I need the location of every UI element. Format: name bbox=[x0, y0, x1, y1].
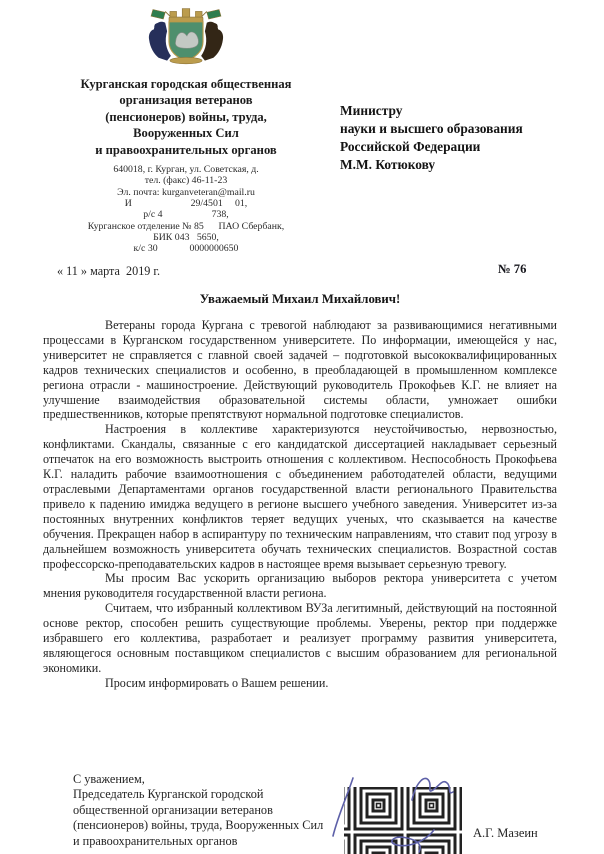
body-paragraph: Мы просим Вас ускорить организацию выборов ректора университета с учетом мнения руководителя государственной власти региона. bbox=[43, 571, 557, 601]
recipient-line: Министру bbox=[340, 103, 403, 118]
email-line: Эл. почта: kurganveteran@mail.ru bbox=[117, 186, 255, 198]
recipient-block bbox=[340, 102, 523, 174]
signature-block bbox=[73, 772, 323, 849]
organization-name-line: (пенсионеров) войны, труда, bbox=[105, 109, 267, 124]
organization-name-line: Курганская городская общественная bbox=[80, 77, 292, 91]
closing-line: общественной организации ветеранов bbox=[73, 802, 273, 817]
postal-address: 640018, г. Курган, ул. Советская, д. bbox=[113, 164, 259, 176]
recipient-line: науки и высшего образования bbox=[340, 121, 523, 136]
organization-name-line: организация ветеранов bbox=[119, 93, 253, 108]
phone-line: тел. (факс) 46-11-23 bbox=[144, 175, 228, 187]
letter-date: « 11 » марта 2019 г. bbox=[57, 264, 161, 278]
account-line: р/с 4 738, bbox=[143, 209, 229, 221]
letterhead-left-column bbox=[40, 6, 332, 254]
body-paragraph: Ветераны города Кургана с тревогой наблюдают за развивающимися негативными процессами в Курганском государственном университете. По информации, имеющейся у нас, университет не справляется с главной своей задачей – подготовкой высококвалифицированных кадров технических специалистов и особенно, в преобладающей в промышленном комплексе региона отрасли - машиностроение. Действующий руководитель Прокофьев К.Г. не влияет на улучшение взаимодействия образовательной системы области, умножает ошибки предшественников, которые препятствуют нормальной подготовке специалистов. bbox=[43, 318, 557, 422]
handwritten-signature bbox=[322, 770, 472, 854]
salutation: Уважаемый Михаил Михайлович! bbox=[199, 292, 401, 306]
signer-name: А.Г. Мазеин bbox=[473, 826, 538, 840]
corr-account-line: к/с 30 0000000650 bbox=[133, 243, 239, 255]
organization-contact-block bbox=[40, 164, 332, 254]
organization-name-line: и правоохранительных органов bbox=[95, 142, 277, 157]
letter-number: № 76 bbox=[498, 262, 527, 276]
closing-line: (пенсионеров) войны, труда, Вооруженных Сил bbox=[73, 818, 324, 833]
body-paragraph: Настроения в коллективе характеризуются неустойчивостью, нервозностью, конфликтами. Скандалы, связанные с его кандидатской диссертацией накладывает серьезный отпечаток на его возможность выстроить отношения с коллективом. Неспособность Прокофьева К.Г. наладить рабочие взаимоотношения с объединением работодателей области, ведущими отраслевыми Департаментами органов государственной власти регионального Правительства привело к падению имиджа ведущего в регионе высшего учебного заведения. Университет из-за постоянных внутренних конфликтов теряет ведущих ученых, что сказывается на качестве обучения. Прекращен набор в аспирантуру по техническим направлениям, что ставит под угрозу в дальнейшем возможность университета обучать технических специалистов. Возрастной состав профессорско-преподавательских кадров в настоящее время вызывает серьезную тревогу. bbox=[43, 422, 557, 571]
recipient-line: Российской Федерации bbox=[340, 139, 481, 154]
closing-line: С уважением, bbox=[73, 772, 145, 786]
closing-line: и правоохранительных органов bbox=[73, 833, 238, 848]
organization-name-line: Вооруженных Сил bbox=[133, 126, 239, 141]
kurgan-city-coat-of-arms-icon bbox=[134, 6, 238, 66]
letter-body bbox=[43, 318, 557, 691]
body-paragraph: Считаем, что избранный коллективом ВУЗа легитимный, действующий на постоянной основе ректор, способен решить существующие проблемы. Уверены, ректор при поддержке избравшего его коллектива, разработает и реализует программу развития университета, являющегося основным поставщиком специалистов с высшим образованием для региональной экономики. bbox=[43, 601, 557, 675]
organization-name bbox=[40, 76, 332, 158]
bank-line: Курганское отделение № 85 ПАО Сбербанк, bbox=[87, 220, 285, 232]
inn-line: И 29/4501 01, bbox=[124, 197, 248, 209]
recipient-line: М.М. Котюкову bbox=[340, 157, 436, 172]
closing-line: Председатель Курганской городской bbox=[73, 787, 264, 802]
body-paragraph: Просим информировать о Вашем решении. bbox=[105, 675, 329, 690]
bik-line: БИК 043 5650, bbox=[153, 231, 219, 243]
